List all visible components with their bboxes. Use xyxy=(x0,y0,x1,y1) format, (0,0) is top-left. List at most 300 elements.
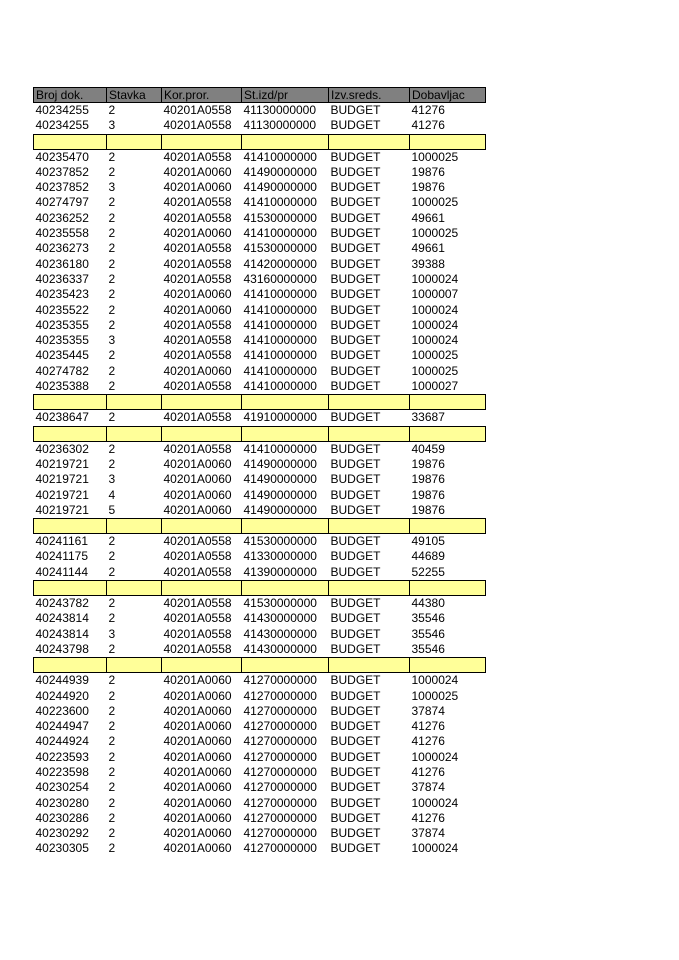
separator-cell xyxy=(34,519,107,534)
cell-dobavljac: 1000025 xyxy=(411,149,459,164)
group-separator-row xyxy=(34,519,486,534)
cell-stavka: 2 xyxy=(108,410,116,425)
cell-broj-dok: 40236252 xyxy=(35,210,89,225)
separator-cell xyxy=(162,519,242,534)
cell-kor-pror: 40201A0060 xyxy=(163,287,232,302)
cell-st-izd-pr: 41330000000 xyxy=(243,549,317,564)
cell-kor-pror: 40201A0060 xyxy=(163,673,232,688)
cell-dobavljac: 1000024 xyxy=(411,795,459,810)
separator-cell xyxy=(242,426,329,441)
cell-kor-pror: 40201A0060 xyxy=(163,688,232,703)
cell-izv-sreds: BUDGET xyxy=(330,103,381,117)
cell-stavka: 2 xyxy=(108,256,116,271)
cell-stavka: 2 xyxy=(108,826,116,841)
cell-kor-pror: 40201A0558 xyxy=(163,596,232,611)
cell-izv-sreds: BUDGET xyxy=(330,271,381,286)
table-row xyxy=(34,195,486,210)
cell-st-izd-pr: 41270000000 xyxy=(243,841,317,856)
cell-dobavljac: 19876 xyxy=(411,487,445,502)
spreadsheet xyxy=(33,87,485,857)
cell-izv-sreds: BUDGET xyxy=(330,456,381,471)
table-row xyxy=(34,826,486,841)
separator-cell xyxy=(242,134,329,149)
table-row xyxy=(34,441,486,457)
cell-kor-pror: 40201A0558 xyxy=(163,641,232,656)
cell-dobavljac: 52255 xyxy=(411,564,445,579)
separator-cell xyxy=(242,395,329,410)
cell-stavka: 2 xyxy=(108,795,116,810)
cell-kor-pror: 40201A0060 xyxy=(163,164,232,179)
cell-izv-sreds: BUDGET xyxy=(330,348,381,363)
cell-stavka: 2 xyxy=(108,164,116,179)
cell-izv-sreds: BUDGET xyxy=(330,210,381,225)
cell-izv-sreds: BUDGET xyxy=(330,333,381,348)
cell-stavka: 2 xyxy=(108,764,116,779)
header-row xyxy=(34,88,486,103)
cell-st-izd-pr: 41410000000 xyxy=(243,195,317,210)
cell-kor-pror: 40201A0060 xyxy=(163,719,232,734)
cell-stavka: 2 xyxy=(108,226,116,241)
cell-izv-sreds: BUDGET xyxy=(330,611,381,626)
cell-broj-dok: 40230280 xyxy=(35,795,89,810)
cell-broj-dok: 40244947 xyxy=(35,719,89,734)
cell-broj-dok: 40219721 xyxy=(35,502,89,517)
table-row xyxy=(34,333,486,348)
cell-dobavljac: 37874 xyxy=(411,826,445,841)
cell-dobavljac: 1000025 xyxy=(411,226,459,241)
cell-stavka: 2 xyxy=(108,149,116,164)
group-separator-row xyxy=(34,658,486,673)
cell-st-izd-pr: 41270000000 xyxy=(243,749,317,764)
cell-kor-pror: 40201A0060 xyxy=(163,472,232,487)
cell-kor-pror: 40201A0558 xyxy=(163,118,232,133)
cell-dobavljac: 33687 xyxy=(411,410,445,425)
cell-dobavljac: 1000024 xyxy=(411,673,459,688)
cell-st-izd-pr: 41490000000 xyxy=(243,502,317,517)
cell-izv-sreds: BUDGET xyxy=(330,149,381,164)
cell-izv-sreds: BUDGET xyxy=(330,317,381,332)
cell-dobavljac: 41276 xyxy=(411,764,445,779)
cell-dobavljac: 1000007 xyxy=(411,287,459,302)
header-stavka: Stavka xyxy=(107,88,162,103)
cell-stavka: 2 xyxy=(108,749,116,764)
cell-izv-sreds: BUDGET xyxy=(330,118,381,133)
cell-stavka: 2 xyxy=(108,241,116,256)
table-header xyxy=(34,88,486,103)
cell-dobavljac: 37874 xyxy=(411,703,445,718)
cell-dobavljac: 19876 xyxy=(411,502,445,517)
cell-stavka: 2 xyxy=(108,549,116,564)
cell-izv-sreds: BUDGET xyxy=(330,534,381,549)
cell-stavka: 2 xyxy=(108,317,116,332)
cell-broj-dok: 40243814 xyxy=(35,611,89,626)
header-dobavljac: Dobavljac xyxy=(410,88,486,103)
cell-kor-pror: 40201A0558 xyxy=(163,379,232,394)
cell-kor-pror: 40201A0060 xyxy=(163,734,232,749)
separator-cell xyxy=(34,395,107,410)
separator-cell xyxy=(329,658,410,673)
cell-kor-pror: 40201A0558 xyxy=(163,441,232,456)
table-row xyxy=(34,180,486,195)
cell-stavka: 4 xyxy=(108,487,116,502)
separator-cell xyxy=(329,134,410,149)
cell-st-izd-pr: 41430000000 xyxy=(243,641,317,656)
cell-broj-dok: 40241144 xyxy=(35,564,88,579)
cell-dobavljac: 19876 xyxy=(411,456,445,471)
cell-stavka: 2 xyxy=(108,441,116,456)
cell-st-izd-pr: 41410000000 xyxy=(243,149,317,164)
cell-broj-dok: 40243798 xyxy=(35,641,89,656)
cell-kor-pror: 40201A0060 xyxy=(163,841,232,856)
cell-broj-dok: 40230286 xyxy=(35,810,89,825)
cell-broj-dok: 40235445 xyxy=(35,348,89,363)
cell-kor-pror: 40201A0060 xyxy=(163,780,232,795)
cell-kor-pror: 40201A0060 xyxy=(163,703,232,718)
cell-st-izd-pr: 41410000000 xyxy=(243,333,317,348)
cell-broj-dok: 40223600 xyxy=(35,703,89,718)
cell-izv-sreds: BUDGET xyxy=(330,226,381,241)
cell-broj-dok: 40230305 xyxy=(35,841,89,856)
cell-kor-pror: 40201A0558 xyxy=(163,410,232,425)
cell-stavka: 2 xyxy=(108,302,116,317)
cell-stavka: 5 xyxy=(108,502,116,517)
cell-st-izd-pr: 41270000000 xyxy=(243,826,317,841)
cell-stavka: 2 xyxy=(108,841,116,856)
cell-broj-dok: 40236302 xyxy=(35,441,89,456)
cell-stavka: 2 xyxy=(108,271,116,286)
header-broj-dok: Broj dok. xyxy=(34,88,107,103)
cell-stavka: 3 xyxy=(108,333,116,348)
cell-broj-dok: 40236337 xyxy=(35,271,89,286)
table-row xyxy=(34,811,486,826)
cell-st-izd-pr: 41270000000 xyxy=(243,719,317,734)
cell-broj-dok: 40235355 xyxy=(35,333,89,348)
table-row xyxy=(34,503,486,519)
separator-cell xyxy=(107,134,162,149)
cell-dobavljac: 35546 xyxy=(411,626,445,641)
cell-kor-pror: 40201A0060 xyxy=(163,502,232,517)
cell-broj-dok: 40244939 xyxy=(35,673,89,688)
cell-dobavljac: 1000025 xyxy=(411,348,459,363)
cell-kor-pror: 40201A0060 xyxy=(163,795,232,810)
cell-dobavljac: 1000027 xyxy=(411,379,459,394)
cell-broj-dok: 40241161 xyxy=(35,534,88,549)
cell-izv-sreds: BUDGET xyxy=(330,180,381,195)
cell-izv-sreds: BUDGET xyxy=(330,734,381,749)
cell-st-izd-pr: 41430000000 xyxy=(243,611,317,626)
table-row xyxy=(34,780,486,795)
cell-izv-sreds: BUDGET xyxy=(330,780,381,795)
cell-st-izd-pr: 41410000000 xyxy=(243,287,317,302)
cell-stavka: 2 xyxy=(108,611,116,626)
cell-dobavljac: 41276 xyxy=(411,118,445,133)
table-row xyxy=(34,611,486,626)
cell-st-izd-pr: 41270000000 xyxy=(243,688,317,703)
cell-izv-sreds: BUDGET xyxy=(330,379,381,394)
cell-dobavljac: 1000024 xyxy=(411,333,459,348)
table-row xyxy=(34,364,486,379)
cell-stavka: 2 xyxy=(108,363,116,378)
separator-cell xyxy=(410,581,486,596)
cell-dobavljac: 44689 xyxy=(411,549,445,564)
cell-izv-sreds: BUDGET xyxy=(330,673,381,688)
cell-st-izd-pr: 41270000000 xyxy=(243,703,317,718)
cell-dobavljac: 1000024 xyxy=(411,271,459,286)
cell-kor-pror: 40201A0060 xyxy=(163,826,232,841)
cell-stavka: 3 xyxy=(108,626,116,641)
separator-cell xyxy=(34,658,107,673)
cell-kor-pror: 40201A0060 xyxy=(163,363,232,378)
cell-broj-dok: 40235355 xyxy=(35,317,89,332)
table-row xyxy=(34,565,486,581)
cell-kor-pror: 40201A0558 xyxy=(163,549,232,564)
cell-st-izd-pr: 41490000000 xyxy=(243,180,317,195)
cell-izv-sreds: BUDGET xyxy=(330,826,381,841)
table-row xyxy=(34,765,486,780)
table-row xyxy=(34,318,486,333)
cell-kor-pror: 40201A0060 xyxy=(163,749,232,764)
cell-kor-pror: 40201A0558 xyxy=(163,195,232,210)
cell-kor-pror: 40201A0060 xyxy=(163,456,232,471)
cell-dobavljac: 1000025 xyxy=(411,688,459,703)
group-separator-row xyxy=(34,395,486,410)
header-st-izd-pr: St.izd/pr xyxy=(242,88,329,103)
separator-cell xyxy=(107,581,162,596)
separator-cell xyxy=(162,426,242,441)
table-row xyxy=(34,272,486,287)
cell-st-izd-pr: 41270000000 xyxy=(243,673,317,688)
cell-dobavljac: 1000025 xyxy=(411,195,459,210)
table-row xyxy=(34,488,486,503)
table-row xyxy=(34,287,486,302)
table-row xyxy=(34,704,486,719)
cell-broj-dok: 40243782 xyxy=(35,596,89,611)
cell-broj-dok: 40235470 xyxy=(35,149,89,164)
cell-broj-dok: 40274782 xyxy=(35,363,89,378)
cell-broj-dok: 40230254 xyxy=(35,780,89,795)
table-row xyxy=(34,226,486,241)
cell-stavka: 2 xyxy=(108,348,116,363)
cell-kor-pror: 40201A0060 xyxy=(163,487,232,502)
separator-cell xyxy=(410,395,486,410)
cell-izv-sreds: BUDGET xyxy=(330,841,381,856)
cell-st-izd-pr: 41530000000 xyxy=(243,241,317,256)
cell-stavka: 2 xyxy=(108,673,116,688)
cell-dobavljac: 41276 xyxy=(411,810,445,825)
data-table xyxy=(33,87,486,857)
separator-cell xyxy=(34,134,107,149)
table-row xyxy=(34,241,486,256)
cell-izv-sreds: BUDGET xyxy=(330,164,381,179)
separator-cell xyxy=(107,395,162,410)
cell-kor-pror: 40201A0558 xyxy=(163,149,232,164)
separator-cell xyxy=(329,395,410,410)
cell-st-izd-pr: 41410000000 xyxy=(243,302,317,317)
table-row xyxy=(34,596,486,612)
separator-cell xyxy=(34,426,107,441)
table-row xyxy=(34,103,486,119)
cell-st-izd-pr: 41270000000 xyxy=(243,780,317,795)
cell-izv-sreds: BUDGET xyxy=(330,256,381,271)
cell-kor-pror: 40201A0558 xyxy=(163,103,232,117)
cell-izv-sreds: BUDGET xyxy=(330,764,381,779)
cell-izv-sreds: BUDGET xyxy=(330,195,381,210)
cell-izv-sreds: BUDGET xyxy=(330,719,381,734)
cell-stavka: 3 xyxy=(108,472,116,487)
cell-izv-sreds: BUDGET xyxy=(330,564,381,579)
cell-dobavljac: 1000024 xyxy=(411,302,459,317)
cell-st-izd-pr: 41270000000 xyxy=(243,764,317,779)
table-row xyxy=(34,734,486,749)
cell-stavka: 2 xyxy=(108,287,116,302)
cell-dobavljac: 1000025 xyxy=(411,363,459,378)
cell-kor-pror: 40201A0558 xyxy=(163,626,232,641)
cell-broj-dok: 40235388 xyxy=(35,379,89,394)
separator-cell xyxy=(410,426,486,441)
separator-cell xyxy=(34,581,107,596)
cell-kor-pror: 40201A0060 xyxy=(163,180,232,195)
cell-dobavljac: 35546 xyxy=(411,611,445,626)
cell-st-izd-pr: 41430000000 xyxy=(243,626,317,641)
cell-st-izd-pr: 41270000000 xyxy=(243,734,317,749)
cell-dobavljac: 37874 xyxy=(411,780,445,795)
separator-cell xyxy=(329,519,410,534)
cell-stavka: 3 xyxy=(108,180,116,195)
cell-stavka: 2 xyxy=(108,734,116,749)
cell-kor-pror: 40201A0060 xyxy=(163,302,232,317)
cell-stavka: 2 xyxy=(108,688,116,703)
cell-st-izd-pr: 41410000000 xyxy=(243,226,317,241)
table-row xyxy=(34,303,486,318)
cell-broj-dok: 40236180 xyxy=(35,256,89,271)
cell-izv-sreds: BUDGET xyxy=(330,487,381,502)
cell-st-izd-pr: 41270000000 xyxy=(243,810,317,825)
cell-izv-sreds: BUDGET xyxy=(330,596,381,611)
cell-st-izd-pr: 41490000000 xyxy=(243,487,317,502)
separator-cell xyxy=(107,658,162,673)
cell-st-izd-pr: 41530000000 xyxy=(243,534,317,549)
cell-st-izd-pr: 41410000000 xyxy=(243,441,317,456)
separator-cell xyxy=(107,426,162,441)
separator-cell xyxy=(162,395,242,410)
cell-broj-dok: 40234255 xyxy=(35,103,89,117)
cell-stavka: 2 xyxy=(108,103,116,117)
separator-cell xyxy=(410,134,486,149)
table-row xyxy=(34,534,486,550)
cell-dobavljac: 35546 xyxy=(411,641,445,656)
cell-stavka: 2 xyxy=(108,719,116,734)
cell-broj-dok: 40234255 xyxy=(35,118,89,133)
separator-cell xyxy=(242,658,329,673)
cell-st-izd-pr: 41910000000 xyxy=(243,410,317,425)
cell-izv-sreds: BUDGET xyxy=(330,363,381,378)
group-separator-row xyxy=(34,134,486,149)
cell-stavka: 2 xyxy=(108,195,116,210)
separator-cell xyxy=(410,658,486,673)
cell-broj-dok: 40219721 xyxy=(35,472,89,487)
cell-broj-dok: 40235423 xyxy=(35,287,89,302)
cell-broj-dok: 40235522 xyxy=(35,302,89,317)
table-row xyxy=(34,165,486,180)
table-row xyxy=(34,410,486,426)
cell-izv-sreds: BUDGET xyxy=(330,549,381,564)
cell-broj-dok: 40237852 xyxy=(35,180,89,195)
cell-izv-sreds: BUDGET xyxy=(330,810,381,825)
table-row xyxy=(34,750,486,765)
table-row xyxy=(34,149,486,165)
cell-dobavljac: 49661 xyxy=(411,210,445,225)
cell-dobavljac: 40459 xyxy=(411,441,445,456)
cell-kor-pror: 40201A0558 xyxy=(163,271,232,286)
cell-st-izd-pr: 41130000000 xyxy=(243,118,317,133)
cell-st-izd-pr: 41530000000 xyxy=(243,210,317,225)
cell-st-izd-pr: 41130000000 xyxy=(243,103,317,117)
cell-dobavljac: 1000024 xyxy=(411,841,459,856)
cell-stavka: 2 xyxy=(108,456,116,471)
cell-broj-dok: 40219721 xyxy=(35,487,89,502)
group-separator-row xyxy=(34,426,486,441)
separator-cell xyxy=(329,426,410,441)
separator-cell xyxy=(162,134,242,149)
cell-broj-dok: 40238647 xyxy=(35,410,89,425)
cell-izv-sreds: BUDGET xyxy=(330,688,381,703)
cell-st-izd-pr: 41530000000 xyxy=(243,596,317,611)
cell-dobavljac: 19876 xyxy=(411,164,445,179)
cell-st-izd-pr: 41410000000 xyxy=(243,317,317,332)
cell-broj-dok: 40244920 xyxy=(35,688,89,703)
cell-st-izd-pr: 41410000000 xyxy=(243,363,317,378)
cell-kor-pror: 40201A0060 xyxy=(163,764,232,779)
cell-izv-sreds: BUDGET xyxy=(330,795,381,810)
table-row xyxy=(34,673,486,689)
cell-broj-dok: 40237852 xyxy=(35,164,89,179)
cell-izv-sreds: BUDGET xyxy=(330,302,381,317)
cell-stavka: 3 xyxy=(108,118,116,133)
cell-st-izd-pr: 41410000000 xyxy=(243,379,317,394)
cell-dobavljac: 41276 xyxy=(411,719,445,734)
separator-cell xyxy=(242,581,329,596)
cell-dobavljac: 1000024 xyxy=(411,749,459,764)
cell-stavka: 2 xyxy=(108,596,116,611)
cell-stavka: 2 xyxy=(108,379,116,394)
cell-broj-dok: 40241175 xyxy=(35,549,88,564)
cell-izv-sreds: BUDGET xyxy=(330,502,381,517)
cell-kor-pror: 40201A0558 xyxy=(163,611,232,626)
separator-cell xyxy=(162,658,242,673)
table-row xyxy=(34,796,486,811)
cell-broj-dok: 40235558 xyxy=(35,226,89,241)
separator-cell xyxy=(410,519,486,534)
cell-st-izd-pr: 43160000000 xyxy=(243,271,317,286)
table-row xyxy=(34,627,486,642)
cell-dobavljac: 44380 xyxy=(411,596,445,611)
cell-st-izd-pr: 41490000000 xyxy=(243,472,317,487)
cell-kor-pror: 40201A0558 xyxy=(163,241,232,256)
cell-izv-sreds: BUDGET xyxy=(330,287,381,302)
cell-kor-pror: 40201A0558 xyxy=(163,317,232,332)
cell-kor-pror: 40201A0558 xyxy=(163,210,232,225)
table-row xyxy=(34,348,486,363)
cell-izv-sreds: BUDGET xyxy=(330,749,381,764)
table-row xyxy=(34,642,486,658)
table-row xyxy=(34,841,486,856)
cell-kor-pror: 40201A0558 xyxy=(163,333,232,348)
cell-st-izd-pr: 41390000000 xyxy=(243,564,317,579)
cell-dobavljac: 1000024 xyxy=(411,317,459,332)
header-kor-pror: Kor.pror. xyxy=(162,88,242,103)
cell-dobavljac: 39388 xyxy=(411,256,445,271)
separator-cell xyxy=(242,519,329,534)
